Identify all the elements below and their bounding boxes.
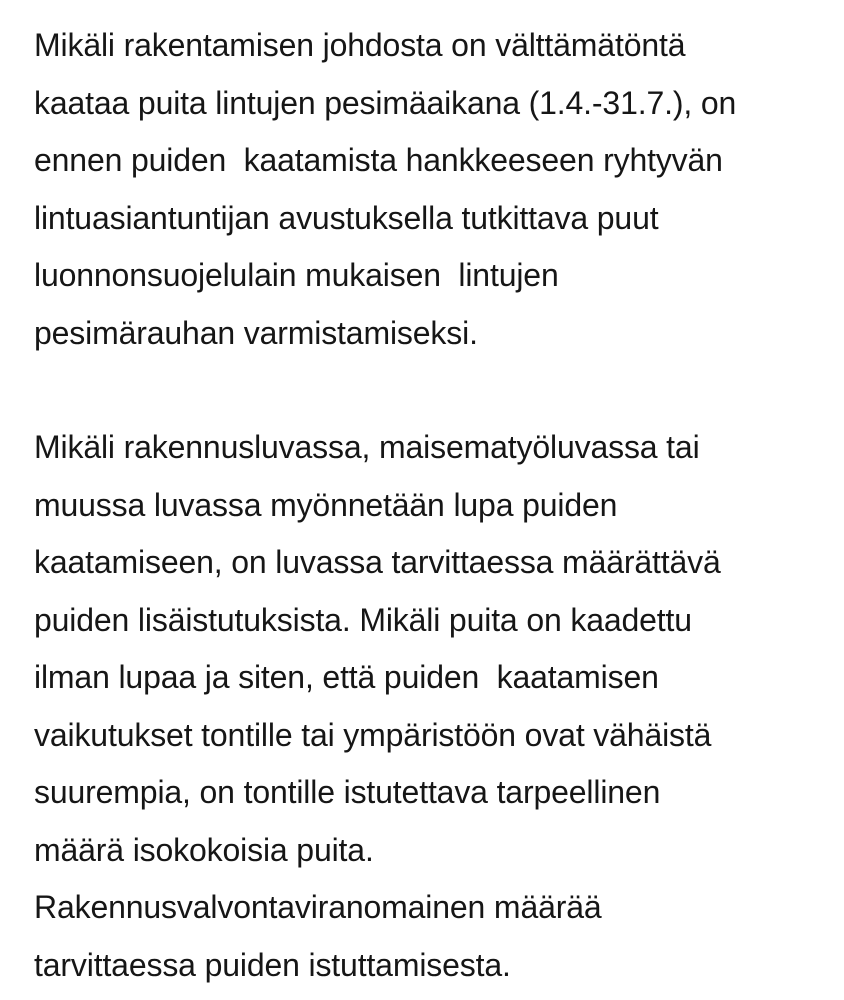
text-line: ilman lupaa ja siten, että puiden kaatamisen [34,659,659,695]
paragraph-tree-permits [34,419,824,994]
document-body [34,17,824,994]
text-line: muussa luvassa myönnetään lupa puiden [34,486,618,523]
text-line: ennen puiden kaatamista hankkeeseen ryhtyvän [34,142,723,178]
text-line: pesimärauhan varmistamiseksi. [34,314,478,351]
text-line: kaataa puita lintujen pesimäaikana (1.4.-31.7.), on [34,84,737,121]
text-line: Mikäli rakennusluvassa, maisematyöluvassa tai [34,429,700,465]
text-line: Rakennusvalvontaviranomainen määrää [34,889,602,925]
text-line: tarvittaessa puiden istuttamisesta. [34,946,511,983]
text-line: luonnonsuojelulain mukaisen lintujen [34,257,559,293]
text-line: Mikäli rakentamisen johdosta on välttämätöntä [34,27,686,63]
paragraph-bird-nesting [34,17,824,362]
text-line: kaatamiseen, on luvassa tarvittaessa määrättävä [34,544,721,580]
text-line: puiden lisäistutuksista. Mikäli puita on kaadettu [34,601,692,638]
text-line: määrä isokokoisia puita. [34,831,374,868]
text-line: vaikutukset tontille tai ympäristöön ovat vähäistä [34,716,712,753]
text-line: lintuasiantuntijan avustuksella tutkittava puut [34,199,659,236]
text-line: suurempia, on tontille istutettava tarpeellinen [34,774,661,810]
